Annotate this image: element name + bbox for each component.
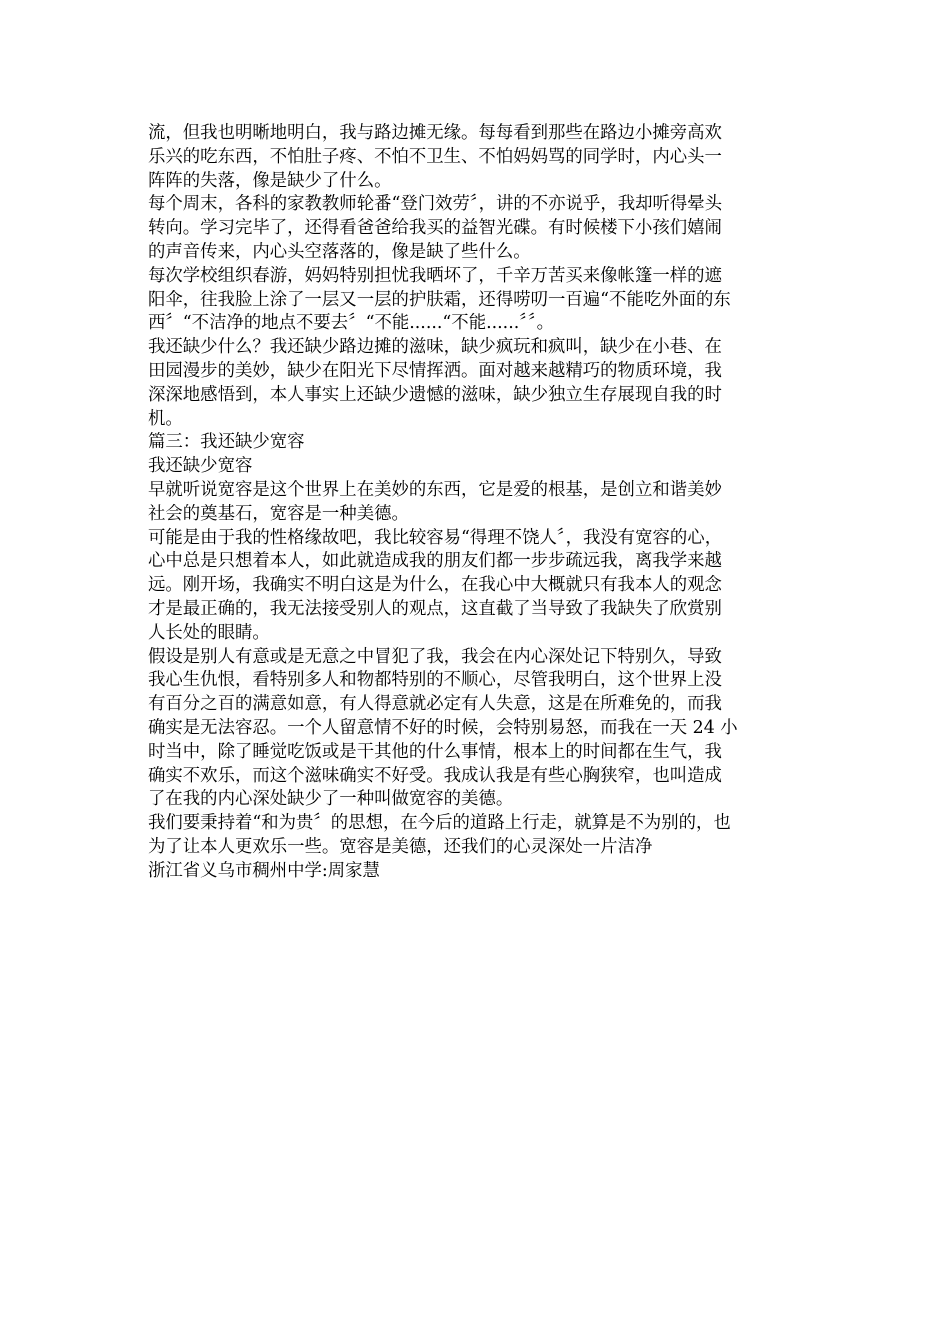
text-line: 西〞“不洁净的地点不要去〞“不能......“不能......〞〞。 bbox=[148, 313, 555, 334]
text-line: 深深地感悟到，本人事实上还缺少遗憾的滋味，缺少独立生存展现自我的时 bbox=[148, 384, 722, 405]
article-title: 我还缺少宽容 bbox=[148, 456, 253, 477]
text-line: 人长处的眼睛。 bbox=[148, 622, 270, 643]
text-line: 每个周末，各科的家教教师轮番“登门效劳〞，讲的不亦说乎，我却听得晕头 bbox=[148, 194, 723, 215]
text-line: 流，但我也明晰地明白，我与路边摊无缘。每每看到那些在路边小摊旁高欢 bbox=[148, 123, 722, 143]
text-line: 转向。学习完毕了，还得看爸爸给我买的益智光碟。有时候楼下小孩们嬉闹 bbox=[148, 218, 722, 239]
text-line: 心中总是只想着本人，如此就造成我的朋友们都一步步疏远我，离我学来越 bbox=[148, 551, 722, 572]
text-line: 确实是无法容忍。一个人留意情不好的时候，会特别易怒，而我在一天 24 小 bbox=[148, 717, 738, 738]
text-line: 我还缺少什么？我还缺少路边摊的滋味，缺少疯玩和疯叫，缺少在小巷、在 bbox=[148, 337, 722, 358]
text-line: 了在我的内心深处缺少了一种叫做宽容的美德。 bbox=[148, 789, 514, 810]
text-line: 假设是别人有意或是无意之中冒犯了我，我会在内心深处记下特别久，导致 bbox=[148, 646, 722, 667]
text-line: 才是最正确的，我无法接受别人的观点，这直截了当导致了我缺失了欣赏别 bbox=[148, 598, 722, 619]
text-line: 可能是由于我的性格缘故吧，我比较容易“得理不饶人〞，我没有宽容的心， bbox=[148, 527, 723, 548]
text-line: 社会的奠基石，宽容是一种美德。 bbox=[148, 503, 409, 524]
text-line: 田园漫步的美妙，缺少在阳光下尽情挥洒。面对越来越精巧的物质环境，我 bbox=[148, 360, 722, 381]
author-line: 浙江省义乌市稠州中学:周家慧 bbox=[148, 860, 380, 881]
text-line: 阵阵的失落，像是缺少了什么。 bbox=[148, 170, 392, 191]
text-line: 有百分之百的满意如意，有人得意就必定有人失意，这是在所难免的，而我 bbox=[148, 694, 722, 715]
text-line: 确实不欢乐，而这个滋味确实不好受。我成认我是有些心胸狭窄，也叫造成 bbox=[148, 765, 722, 786]
text-line: 我心生仇恨，看特别多人和物都特别的不顺心，尽管我明白，这个世界上没 bbox=[148, 670, 722, 691]
text-line: 的声音传来，内心头空落落的，像是缺了些什么。 bbox=[148, 241, 531, 262]
text-line: 每次学校组织春游，妈妈特别担忧我晒坏了，千辛万苦买来像帐篷一样的遮 bbox=[148, 265, 722, 286]
text-line: 机。 bbox=[148, 408, 183, 429]
text-line: 时当中，除了睡觉吃饭或是干其他的什么事情，根本上的时间都在生气，我 bbox=[148, 741, 722, 762]
text-line: 我们要秉持着“和为贵〞的思想，在今后的道路上行走，就算是不为别的，也 bbox=[148, 813, 731, 834]
section-heading: 篇三：我还缺少宽容 bbox=[148, 432, 305, 453]
text-line: 早就听说宽容是这个世界上在美妙的东西，它是爱的根基，是创立和谐美妙 bbox=[148, 479, 722, 500]
text-line: 远。刚开场，我确实不明白这是为什么，在我心中大概就只有我本人的观念 bbox=[148, 575, 722, 596]
document-body bbox=[148, 122, 800, 884]
text-line: 阳伞，往我脸上涂了一层又一层的护肤霜，还得唠叨一百遍“不能吃外面的东 bbox=[148, 289, 731, 310]
text-line: 乐兴的吃东西，不怕肚子疼、不怕不卫生、不怕妈妈骂的同学时，内心头一 bbox=[148, 146, 722, 167]
text-line: 为了让本人更欢乐一些。宽容是美德，还我们的心灵深处一片洁净 bbox=[148, 836, 653, 857]
